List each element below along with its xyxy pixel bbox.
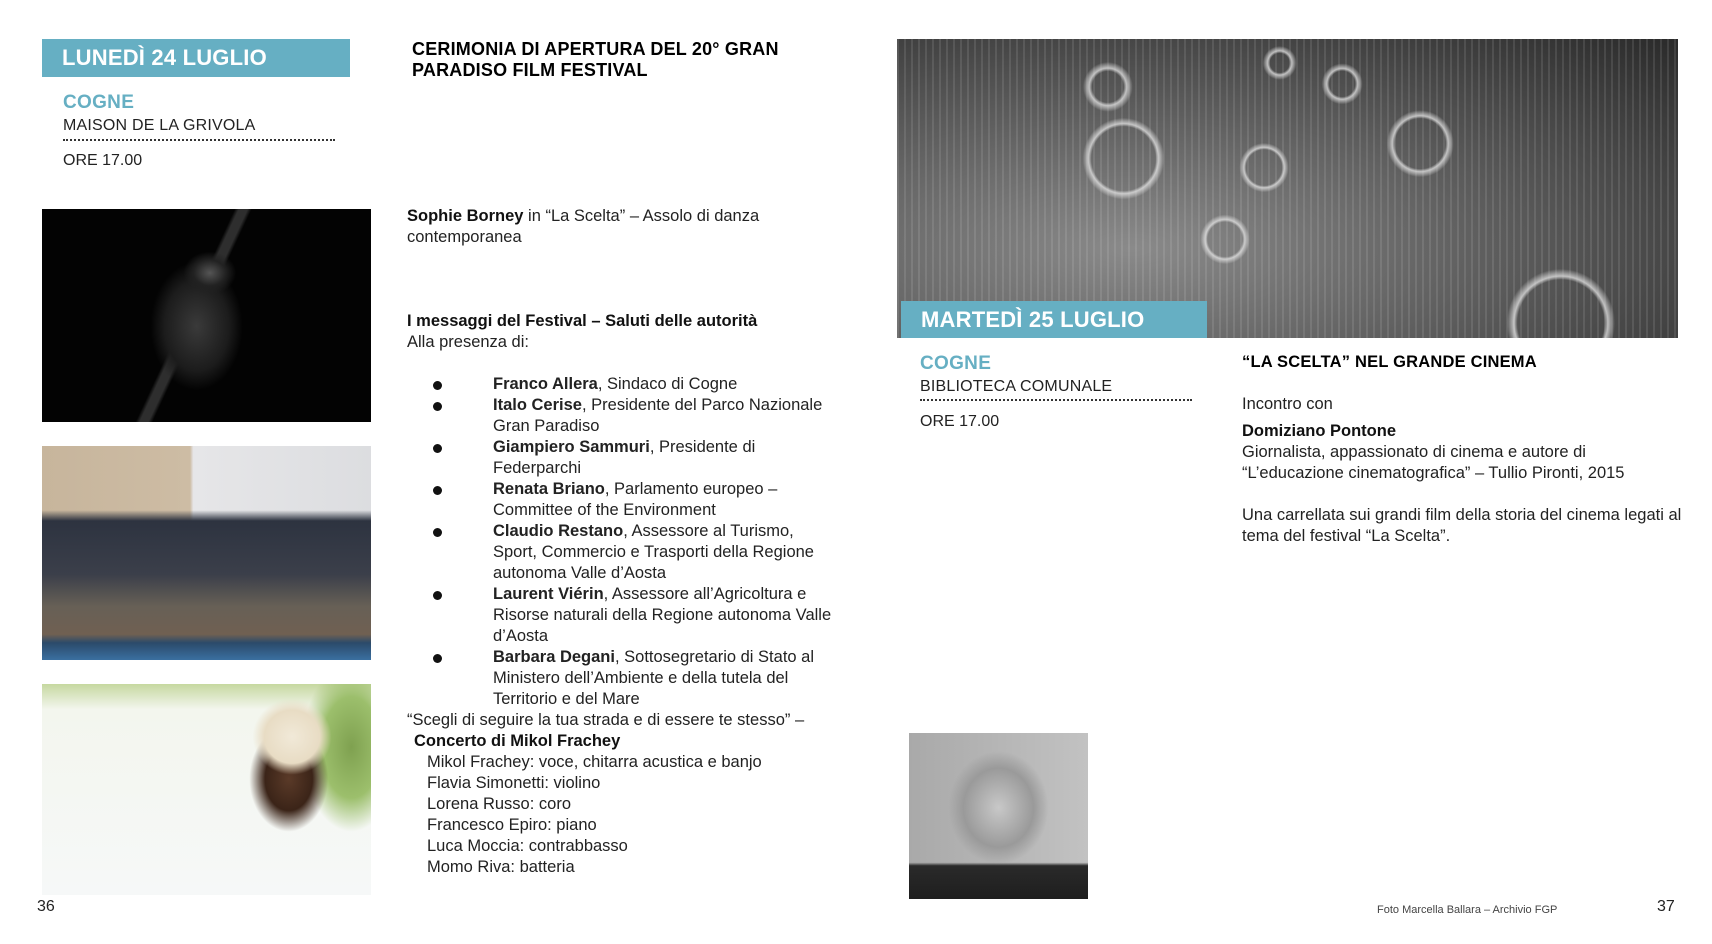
speaker-name: Domiziano Pontone — [1242, 422, 1396, 440]
guest-item — [433, 479, 833, 521]
venue-label: BIBLIOTECA COMUNALE — [920, 378, 1113, 395]
day-banner-text: MARTEDÌ 25 LUGLIO — [921, 306, 1145, 332]
town-label: COGNE — [63, 92, 135, 113]
guest-item — [433, 584, 833, 647]
day-banner — [901, 301, 1207, 338]
time-label: ORE 17.00 — [63, 152, 143, 169]
day-banner — [42, 39, 350, 77]
messages-heading: I messaggi del Festival – Saluti delle autorità — [407, 312, 758, 330]
guest-name: Renata Briano — [493, 480, 605, 498]
time-label: ORE 17.00 — [920, 413, 1000, 430]
event-description: Una carrellata sui grandi film della storia del cinema legati al tema del festival “La Scelta”. — [1242, 506, 1682, 545]
town-label: COGNE — [920, 353, 992, 374]
day-banner-text: LUNEDÌ 24 LUGLIO — [62, 45, 267, 70]
dance-description — [407, 206, 807, 248]
group-photo — [42, 446, 371, 660]
photo-credit: Foto Marcella Ballara – Archivio FGP — [1377, 904, 1558, 916]
musician-item: Momo Riva: batteria — [427, 858, 575, 876]
guest-role: , Presidente di Federparchi — [493, 438, 756, 477]
musician-item: Lorena Russo: coro — [427, 795, 571, 813]
musician-item: Luca Moccia: contrabbasso — [427, 837, 628, 855]
page-number-right: 37 — [1657, 898, 1675, 915]
speaker-bio: Giornalista, appassionato di cinema e autore di “L’educazione cinematografica” – Tullio Pironti, 2015 — [1242, 443, 1625, 482]
page-number-left: 36 — [37, 898, 55, 915]
guest-item — [433, 374, 833, 395]
bullet-icon — [433, 402, 442, 411]
guest-role: , Sottosegretario di Stato al Ministero dell’Ambiente e della tutela del Territorio e del Mare — [493, 648, 814, 708]
guest-item — [433, 437, 833, 479]
guest-item — [433, 521, 833, 584]
guest-name: Laurent Viérin — [493, 585, 604, 603]
meeting-intro: Incontro con — [1242, 395, 1333, 413]
messages-section — [407, 311, 827, 353]
singer-photo — [42, 684, 371, 895]
dotted-divider — [63, 139, 335, 141]
guest-role: , Assessore al Turismo, Sport, Commercio e Trasporti della Regione autonoma Valle d’Aosta — [493, 522, 814, 582]
guest-item — [433, 647, 833, 710]
guest-name: Giampiero Sammuri — [493, 438, 650, 456]
guest-name: Barbara Degani — [493, 648, 615, 666]
bullet-icon — [433, 444, 442, 453]
guest-role: , Sindaco di Cogne — [597, 375, 738, 393]
musician-item: Mikol Frachey: voce, chitarra acustica e banjo — [427, 753, 762, 771]
bullet-icon — [433, 486, 442, 495]
meeting-section — [1242, 394, 1682, 547]
dotted-divider — [920, 399, 1192, 401]
venue-label: MAISON DE LA GRIVOLA — [63, 117, 256, 134]
bullet-icon — [433, 381, 442, 390]
guest-name: Italo Cerise — [493, 396, 582, 414]
guest-role: , Parlamento europeo – Committee of the Environment — [493, 480, 778, 519]
musician-list — [407, 752, 827, 878]
performer-name: Sophie Borney — [407, 207, 524, 225]
messages-intro: Alla presenza di: — [407, 333, 529, 351]
concert-title: Concerto di Mikol Frachey — [414, 732, 621, 750]
event-title: “LA SCELTA” NEL GRANDE CINEMA — [1242, 353, 1537, 371]
musician-item: Francesco Epiro: piano — [427, 816, 597, 834]
guest-item — [433, 395, 833, 437]
guest-name: Franco Allera — [493, 375, 598, 393]
concert-section — [407, 710, 827, 878]
bubbles-photo — [897, 39, 1678, 338]
bullet-icon — [433, 528, 442, 537]
dance-detail: in “La Scelta” – Assolo di danza contemporanea — [407, 207, 760, 246]
guest-list — [433, 374, 833, 710]
bullet-icon — [433, 591, 442, 600]
speaker-portrait — [909, 733, 1088, 899]
guest-role: , Presidente del Parco Nazionale Gran Paradiso — [493, 396, 823, 435]
musician-item: Flavia Simonetti: violino — [427, 774, 601, 792]
concert-quote: “Scegli di seguire la tua strada e di essere te stesso” – — [407, 711, 805, 729]
event-title: CERIMONIA DI APERTURA DEL 20° GRAN PARADISO FILM FESTIVAL — [412, 39, 779, 80]
guest-role: , Assessore all’Agricoltura e Risorse naturali della Regione autonoma Valle d’Aosta — [493, 585, 832, 645]
bullet-icon — [433, 654, 442, 663]
dancer-photo — [42, 209, 371, 422]
guest-name: Claudio Restano — [493, 522, 624, 540]
